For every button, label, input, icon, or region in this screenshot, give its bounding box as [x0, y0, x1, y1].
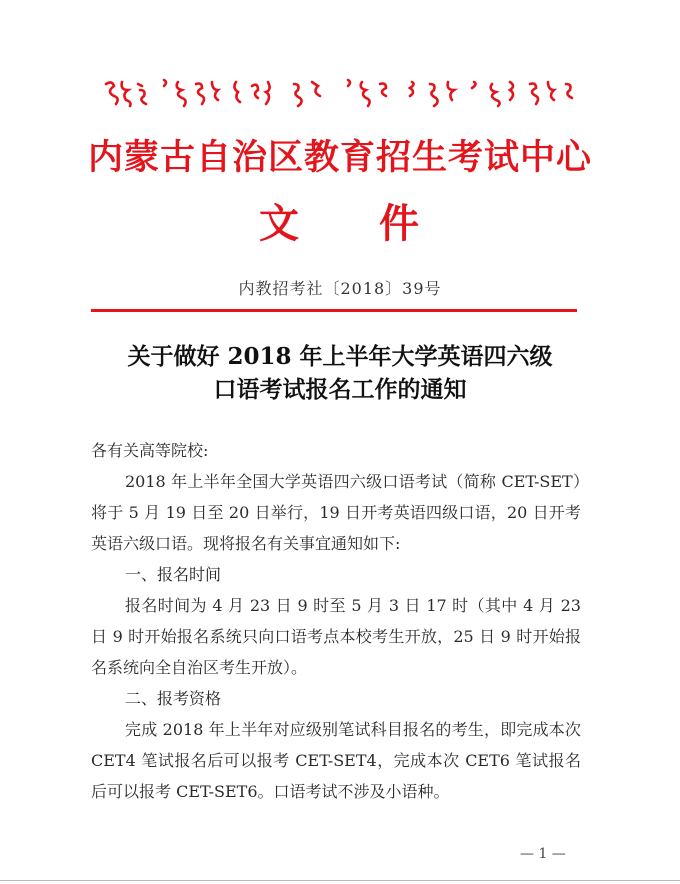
section-heading-eligibility: 二、报考资格	[125, 689, 222, 708]
issuing-organization-title: 内蒙古自治区教育招生考试中心	[87, 138, 592, 178]
document-label-char-1: 文	[259, 201, 301, 247]
notice-title	[0, 340, 680, 406]
red-divider-line	[91, 309, 577, 312]
paragraph-registration-time: 报名时间为 4 月 23 日 9 时至 5 月 3 日 17 时（其中 4 月 23 日 9 时开始报名系统只向口语考点本校考生开放，25 日 9 时开始报名系统向全自治区考生开放）。	[91, 596, 581, 677]
notice-body	[91, 435, 581, 807]
mongolian-script-header	[100, 76, 580, 110]
page-number: — 1 —	[520, 846, 566, 862]
paragraph-eligibility: 完成 2018 年上半年对应级别笔试科目报名的考生，即完成本次 CET4 笔试报名后可以报考 CET-SET4，完成本次 CET6 笔试报名后可以报考 CET-SET6。口语考试不涉及小语种。	[91, 720, 581, 801]
notice-title-line-1: 关于做好 2018 年上半年大学英语四六级	[127, 343, 553, 370]
section-heading-registration-time: 一、报名时间	[125, 565, 222, 584]
paragraph-intro: 2018 年上半年全国大学英语四六级口语考试（简称 CET-SET）将于 5 月 19 日至 20 日举行，19 日开考英语四级口语，20 日开考英语六级口语。现将报名有关事宜通知如下:	[91, 472, 581, 553]
document-number: 内教招考社〔2018〕39号	[238, 279, 442, 298]
document-label-char-2: 件	[379, 201, 421, 247]
mongolian-script-graphic	[100, 76, 580, 110]
notice-title-line-2: 口语考试报名工作的通知	[213, 376, 467, 403]
page-bottom-border	[0, 880, 680, 881]
salutation: 各有关高等院校:	[91, 441, 209, 460]
document-label	[0, 192, 680, 249]
